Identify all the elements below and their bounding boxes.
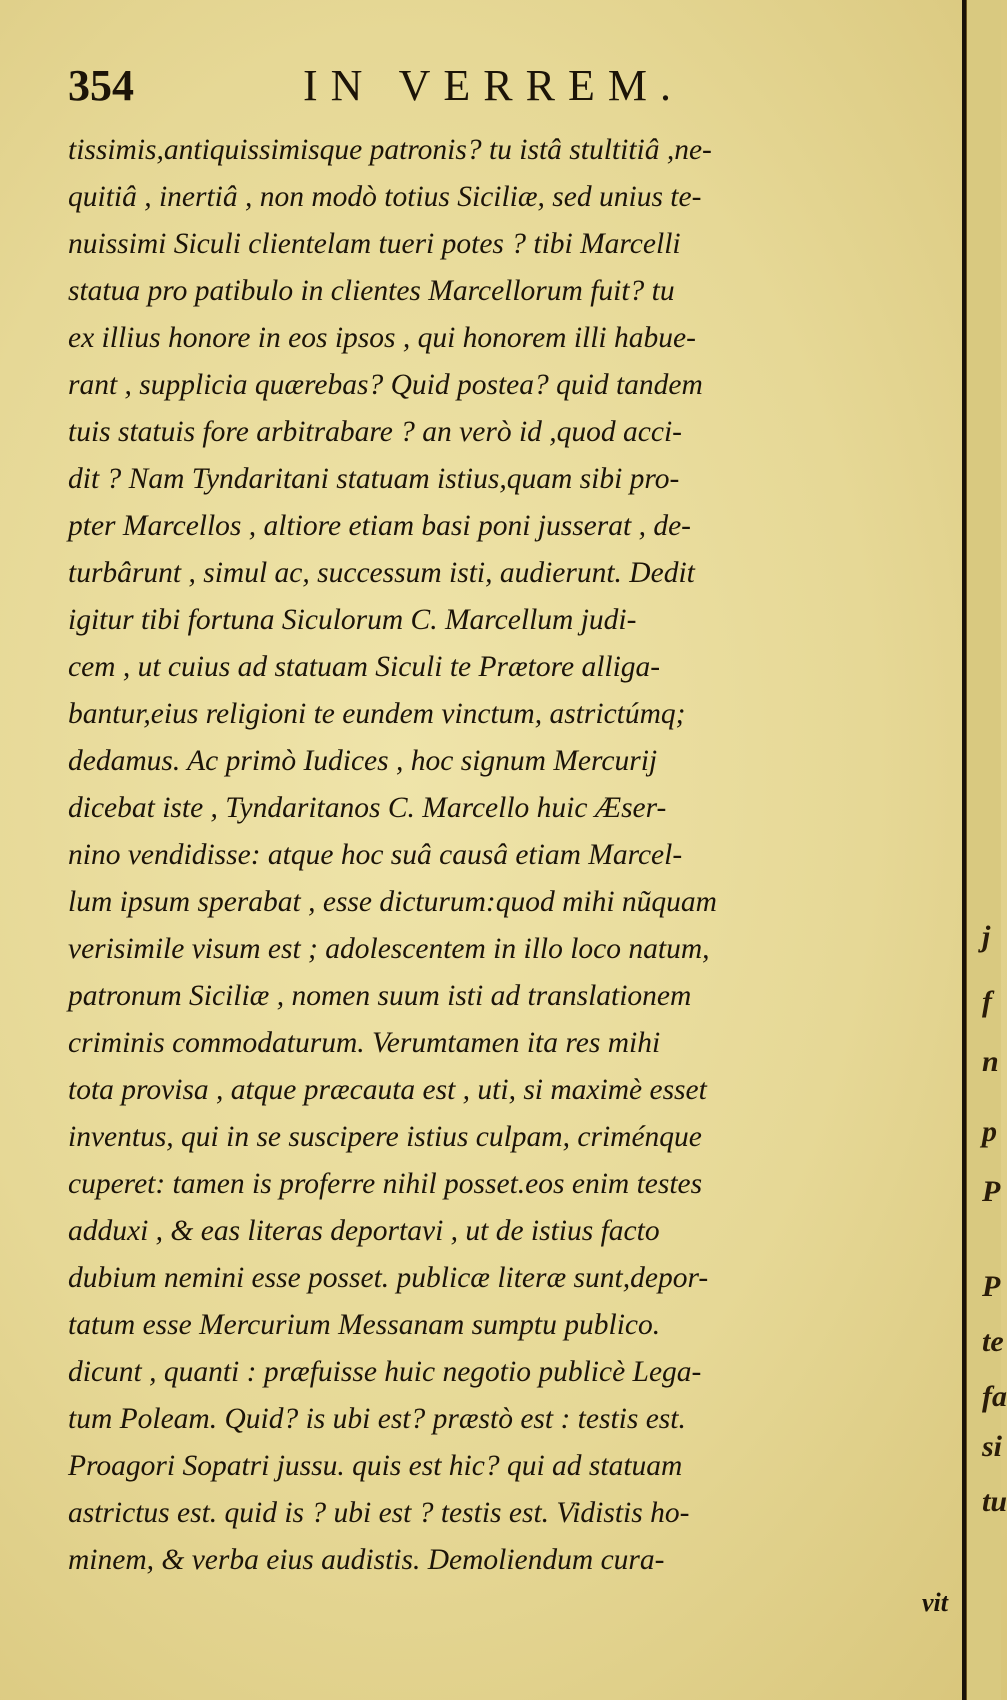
- margin-fragment: f: [982, 985, 992, 1018]
- text-line: criminis commodaturum. Verumtamen ita res mihi: [68, 1027, 661, 1059]
- text-line: quitiâ , inertiâ , non modò totius Siciliæ, sed unius te-: [68, 181, 702, 213]
- margin-fragment: P: [982, 1270, 1001, 1303]
- text-line: ex illius honore in eos ipsos , qui honorem illi habue-: [68, 322, 696, 354]
- margin-fragment: j: [982, 920, 991, 953]
- margin-fragment: p: [982, 1115, 997, 1148]
- text-line: inventus, qui in se suscipere istius culpam, criménque: [68, 1121, 702, 1153]
- text-line: cuperet: tamen is proferre nihil posset.eos enim testes: [68, 1168, 703, 1200]
- page-header: [68, 60, 928, 110]
- text-line: adduxi , & eas literas deportavi , ut de istius facto: [68, 1215, 660, 1247]
- running-title: IN VERREM.: [303, 61, 684, 110]
- text-line: tota provisa , atque præcauta est , uti, si maximè esset: [68, 1074, 707, 1106]
- text-line: dicunt , quanti : præfuisse huic negotio publicè Lega-: [68, 1356, 702, 1388]
- text-line: dubium nemini esse posset. publicæ literæ sunt,depor-: [68, 1262, 709, 1294]
- text-line: Proagori Sopatri jussu. quis est hic? qui ad statuam: [68, 1450, 683, 1482]
- text-line: pter Marcellos , altiore etiam basi poni jusserat , de-: [68, 510, 691, 542]
- margin-fragment: n: [982, 1045, 999, 1078]
- margin-fragment: P: [982, 1175, 1001, 1208]
- text-line: bantur,eius religioni te eundem vinctum, astrictúmq;: [68, 698, 686, 730]
- margin-fragment: te: [982, 1325, 1004, 1358]
- margin-fragment: si: [982, 1430, 1003, 1463]
- text-line: rant , supplicia quærebas? Quid postea? quid tandem: [68, 369, 703, 401]
- text-line: nino vendidisse: atque hoc suâ causâ etiam Marcel-: [68, 839, 683, 871]
- text-line: cem , ut cuius ad statuam Siculi te Prætore alliga-: [68, 651, 661, 683]
- text-line: tissimis,antiquissimisque patronis? tu istâ stultitiâ ,ne-: [68, 134, 712, 166]
- text-line: turbârunt , simul ac, successum isti, audierunt. Dedit: [68, 557, 695, 589]
- text-line: dicebat iste , Tyndaritanos C. Marcello huic Æser-: [68, 792, 667, 824]
- text-line: dedamus. Ac primò Iudices , hoc signum Mercurij: [68, 745, 658, 777]
- text-line: lum ipsum sperabat , esse dicturum:quod mihi nũquam: [68, 886, 717, 918]
- text-line: minem, & verba eius audistis. Demoliendum cura-: [68, 1544, 665, 1576]
- margin-fragment: fa: [982, 1380, 1007, 1413]
- text-line: verisimile visum est ; adolescentem in illo loco natum,: [68, 933, 710, 965]
- margin-fragment: tu: [982, 1485, 1007, 1518]
- text-line: statua pro patibulo in clientes Marcellorum fuit? tu: [68, 275, 675, 307]
- text-line: dit ? Nam Tyndaritani statuam istius,quam sibi pro-: [68, 463, 680, 495]
- text-line: patronum Siciliæ , nomen suum isti ad translationem: [68, 980, 692, 1012]
- text-line: igitur tibi fortuna Siculorum C. Marcellum judi-: [68, 604, 637, 636]
- text-line: tatum esse Mercurium Messanam sumptu publico.: [68, 1309, 661, 1341]
- text-line: nuissimi Siculi clientelam tueri potes ? tibi Marcelli: [68, 228, 681, 260]
- catchword: vit: [922, 1588, 948, 1617]
- text-line: tum Poleam. Quid? is ubi est? præstò est : testis est.: [68, 1403, 686, 1435]
- page-number: 354: [68, 61, 134, 110]
- text-line: astrictus est. quid is ? ubi est ? testis est. Vidistis ho-: [68, 1497, 690, 1529]
- text-line: tuis statuis fore arbitrabare ? an verò id ,quod acci-: [68, 416, 682, 448]
